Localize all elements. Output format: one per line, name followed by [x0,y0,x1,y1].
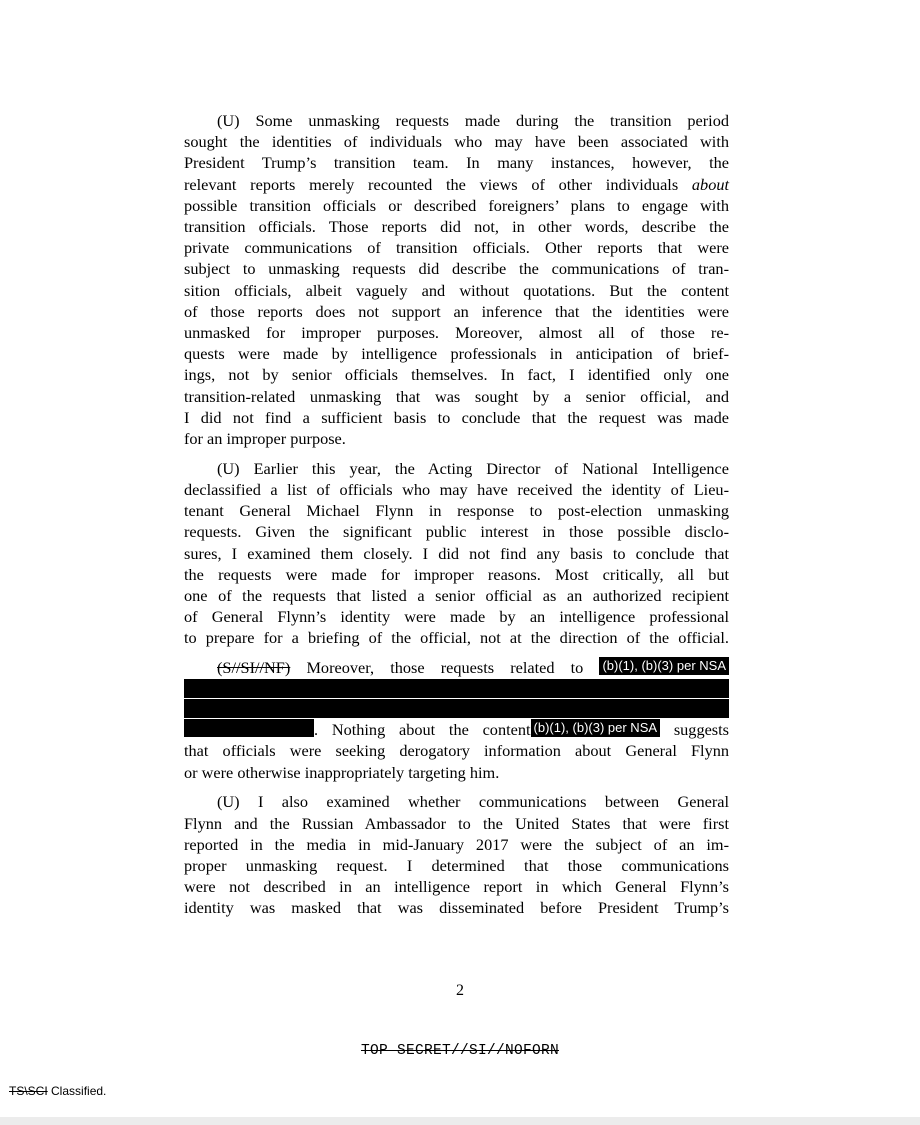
struck-classification: TS\SCI [9,1084,48,1098]
paragraph-redacted [184,657,729,783]
page-number: 2 [456,982,464,999]
text-line: (U) Earlier this year, the Acting Director of National Intelligence [217,458,729,478]
body-text [184,110,729,919]
text-line: (U) Some unmasking requests made during the transition period [217,111,729,130]
paragraph-flynn-list [184,458,729,649]
text-line: sures, I examined them closely. I did not find any basis to conclude that [184,543,729,563]
text-line: President Trump’s transition team. In many instances, however, the [184,153,729,173]
text-line: to prepare for a briefing of the official, not at the direction of the official. [184,628,729,648]
text-line: ings, not by senior officials themselves. In fact, I identified only one [184,365,729,385]
text-line: Flynn and the Russian Ambassador to the United States that were first [184,813,729,833]
viewer-bottom-strip [0,1117,920,1125]
footer-classification-marking [0,1043,920,1059]
classification-marking: (S//SI//NF) [217,658,291,678]
emphasis-about: about [691,174,729,194]
text-line: quests were made by intelligence professionals in anticipation of brief- [184,344,729,364]
text-line: of General Flynn’s identity were made by an intelligence professional [184,607,729,627]
text-line: sought the identities of individuals who may have been associated with [184,132,729,152]
text-line: possible transition officials or described foreigners’ plans to engage with [184,195,729,215]
text-line: of those reports does not support an inference that the identities were [184,301,729,321]
text-line: unmasked for improper purposes. Moreover, almost all of those re- [184,323,729,343]
text-line: or were otherwise inappropriately targeting him. [184,762,500,782]
redaction-bar [184,719,314,737]
text-line: proper unmasking request. I determined that those communications [184,856,729,875]
text-line: sition officials, albeit vaguely and without quotations. But the content [184,280,729,300]
classified-note [9,1084,106,1098]
text-line: for an improper purpose. [184,429,346,449]
redaction-bar [184,699,729,718]
text-line: (U) I also examined whether communications between General [217,792,729,812]
redaction-label: (b)(1), (b)(3) per NSA [531,719,661,737]
text-line-with-redaction [184,657,729,678]
text-line: transition officials. Those reports did not, in other words, describe the [184,217,729,237]
text-line: I did not find a sufficient basis to conclude that the request was made [184,407,729,427]
text-line: the requests were made for improper reasons. Most critically, all but [184,564,729,584]
text-line: requests. Given the significant public interest in those possible disclo- [184,522,729,542]
text-fragment: . Nothing about the content [314,720,531,740]
text-line: tenant General Michael Flynn in response to post-election unmasking [184,501,729,521]
text-fragment: Moreover, those requests related to [306,658,584,678]
text-line-with-emphasis [184,174,729,195]
redaction-bar [184,679,729,698]
text-line: declassified a list of officials who may have received the identity of Lieu- [184,479,729,499]
text-line: were not described in an intelligence report in which General Flynn’s [184,877,729,897]
classified-text: Classified. [51,1084,107,1098]
text-line: transition-related unmasking that was sought by a senior official, and [184,386,729,406]
paragraph-transition-unmasking [184,110,729,449]
text-line: that officials were seeking derogatory information about General Flynn [184,741,729,761]
footer-marking-text: TOP SECRET//SI//NOFORN [360,1043,560,1059]
paragraph-russian-ambassador [184,791,729,918]
text-fragment: suggests [673,720,730,740]
text-line: identity was masked that was disseminated before President Trump’s [184,898,729,918]
text-line: reported in the media in mid-January 2017 were the subject of an im- [184,834,729,854]
text-line: private communications of transition officials. Other reports that were [184,238,729,258]
text-line-with-redaction [184,719,729,740]
text-line: one of the requests that listed a senior official as an authorized recipient [184,585,729,605]
text-line: subject to unmasking requests did describe the communications of tran- [184,259,729,279]
text-line: relevant reports merely recounted the views of other individuals [184,174,692,194]
redaction-label: (b)(1), (b)(3) per NSA [599,657,729,675]
